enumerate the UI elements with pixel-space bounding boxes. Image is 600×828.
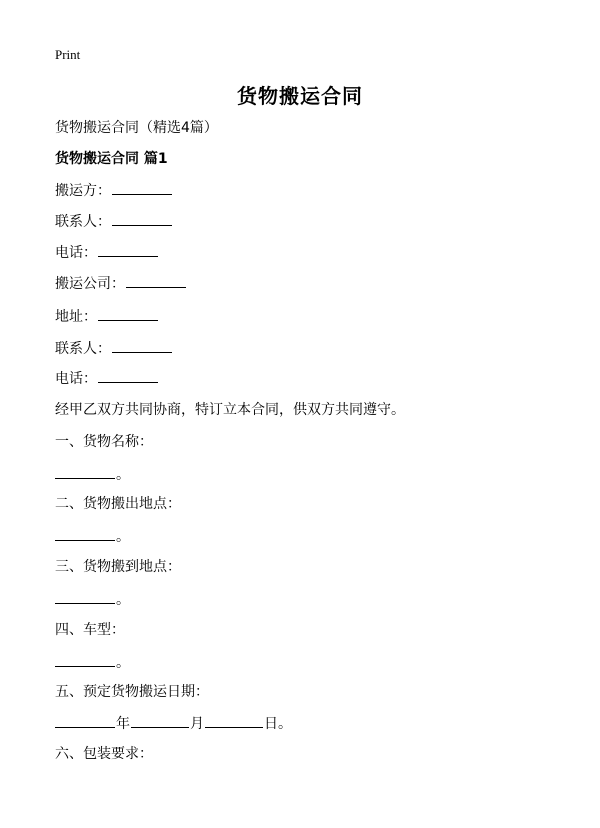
field-address <box>55 306 159 327</box>
blank-line <box>55 526 115 541</box>
day-unit: 日。 <box>264 716 292 732</box>
clause-2-blank <box>55 526 130 547</box>
field-label: 电话： <box>55 371 97 387</box>
print-link[interactable]: Print <box>55 47 81 62</box>
field-label: 搬运公司： <box>55 276 125 292</box>
clause-2-heading: 二、货物搬出地点： <box>55 496 181 512</box>
clause-3-heading: 三、货物搬到地点： <box>55 559 181 575</box>
section-heading: 货物搬运合同 篇1 <box>55 151 168 167</box>
clause-4-blank <box>55 652 130 673</box>
document-title: 货物搬运合同 <box>237 84 363 108</box>
clause-5-heading: 五、预定货物搬运日期： <box>55 684 209 700</box>
field-contact-2 <box>55 338 173 359</box>
period: 。 <box>116 529 130 545</box>
month-unit: 月 <box>190 716 204 732</box>
blank-line <box>55 464 115 479</box>
clause-4-heading: 四、车型： <box>55 622 125 638</box>
blank-line <box>112 180 172 195</box>
field-label: 搬运方： <box>55 183 111 199</box>
clause-6-heading: 六、包装要求： <box>55 746 153 762</box>
period: 。 <box>116 467 130 483</box>
field-contact-1 <box>55 211 173 232</box>
field-phone-2 <box>55 368 159 389</box>
blank-line <box>55 713 115 728</box>
blank-line <box>112 338 172 353</box>
year-unit: 年 <box>116 716 130 732</box>
blank-line <box>98 242 158 257</box>
blank-line <box>131 713 189 728</box>
document-subtitle: 货物搬运合同（精选4篇） <box>55 120 218 136</box>
agreement-text: 经甲乙双方共同协商，特订立本合同，供双方共同遵守。 <box>55 402 405 418</box>
clause-1-heading: 一、货物名称： <box>55 434 153 450</box>
field-label: 电话： <box>55 245 97 261</box>
clause-5-date <box>55 713 292 734</box>
clause-1-blank <box>55 464 130 485</box>
period: 。 <box>116 592 130 608</box>
field-label: 地址： <box>55 309 97 325</box>
blank-line <box>98 368 158 383</box>
blank-line <box>55 652 115 667</box>
field-mover-party <box>55 180 173 201</box>
blank-line <box>55 589 115 604</box>
blank-line <box>205 713 263 728</box>
field-label: 联系人： <box>55 214 111 230</box>
field-label: 联系人： <box>55 341 111 357</box>
clause-3-blank <box>55 589 130 610</box>
blank-line <box>126 273 186 288</box>
blank-line <box>112 211 172 226</box>
field-phone-1 <box>55 242 159 263</box>
blank-line <box>98 306 158 321</box>
period: 。 <box>116 655 130 671</box>
field-moving-company <box>55 273 187 294</box>
